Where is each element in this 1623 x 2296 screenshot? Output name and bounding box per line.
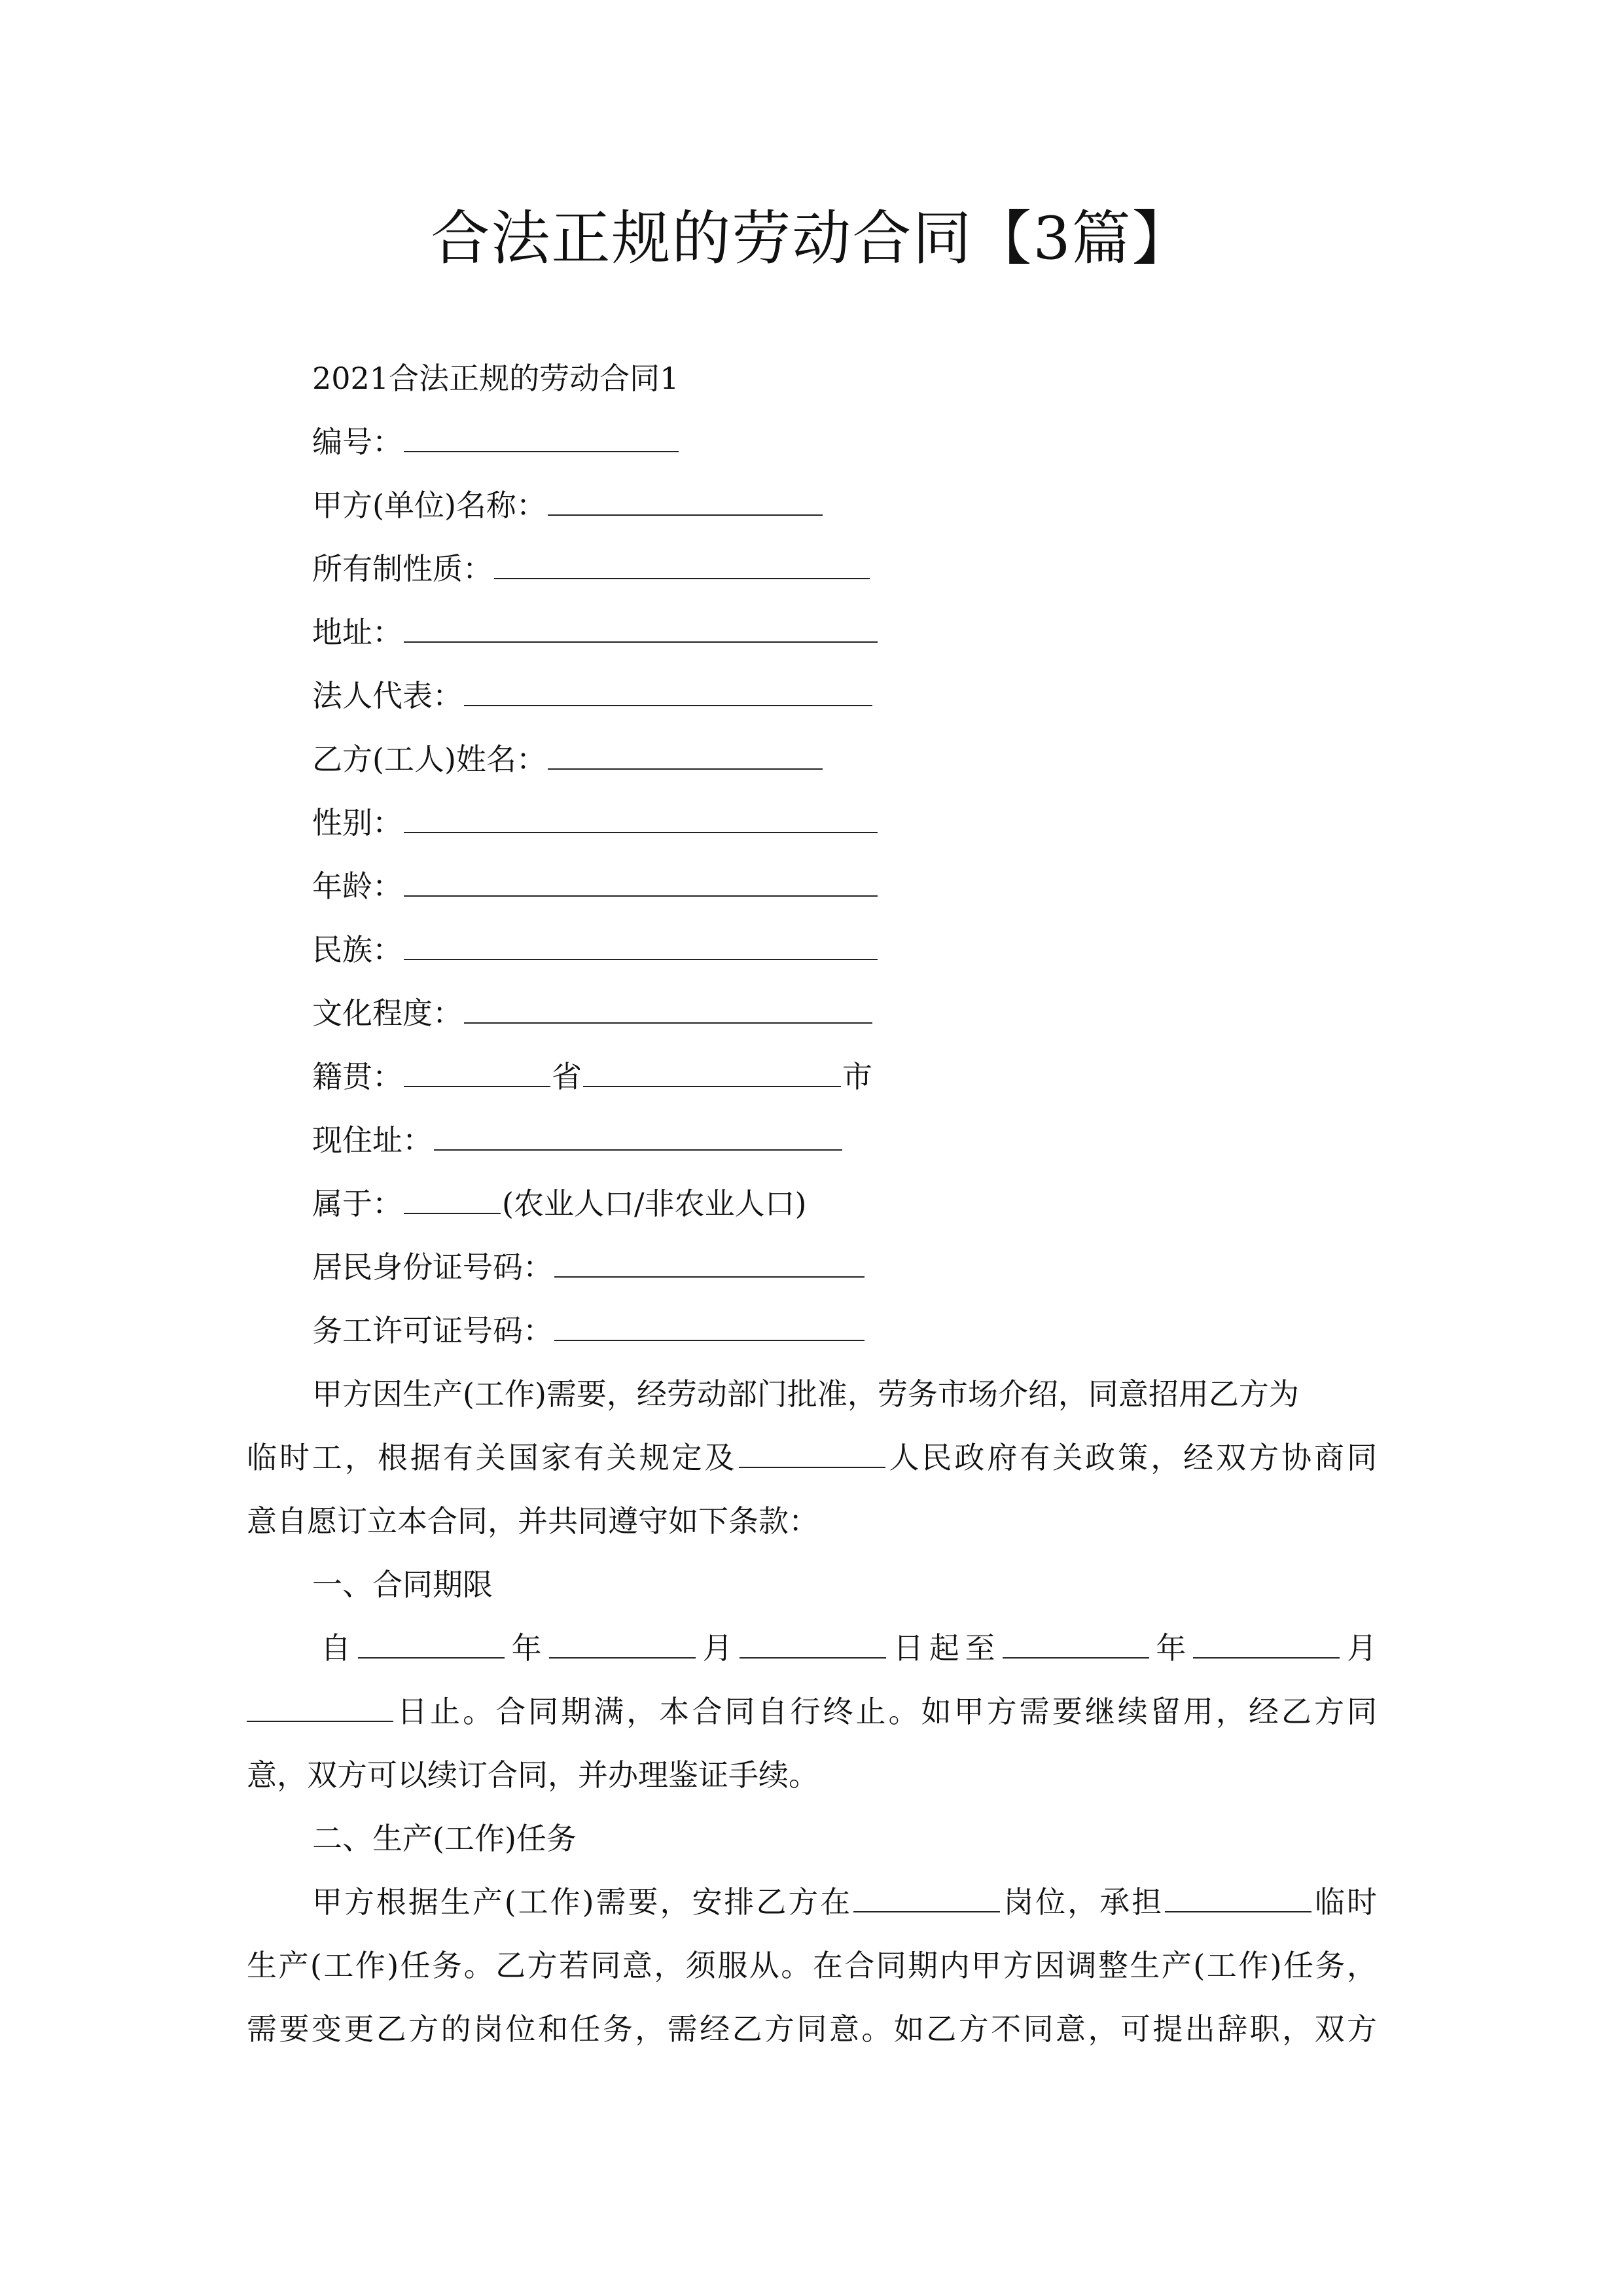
section-1-heading: 一、合同期限 [312,1567,493,1602]
field-belongs [312,1177,806,1230]
field-label: 甲方(单位)名称： [312,488,546,523]
intro-line-3: 意自愿订立本合同，并共同遵守如下条款： [247,1503,819,1539]
province-label: 省 [552,1059,582,1094]
field-label: 法人代表： [312,678,463,713]
fill-blank [434,1117,842,1151]
field-ethnicity [312,924,879,976]
document-title: 合法正规的劳动合同【3篇】 [431,204,1192,273]
field-label: 乙方(工人)姓名： [312,742,546,777]
term-text: 年 [505,1630,548,1666]
fill-blank [404,863,878,897]
field-legal-rep [312,670,874,722]
field-id-number [312,1241,866,1293]
fill-blank [404,1180,501,1214]
fill-blank [739,1434,885,1468]
fill-blank [464,672,872,706]
field-gender [312,797,879,849]
field-address [312,606,879,658]
field-label: 籍贯： [312,1059,402,1094]
field-label: 编号： [312,424,402,459]
term-text: 月 [1341,1630,1378,1666]
term-text: 月 [696,1630,739,1666]
intro-text: 临时工，根据有关国家有关规定及 [247,1440,738,1475]
section-2-line-1 [312,1876,1377,1928]
fill-blank [554,1244,865,1278]
task-text: 岗位，承担 [1001,1884,1164,1920]
section-1-line-2 [247,1685,1377,1738]
field-age [312,860,879,912]
section-1-line-1 [321,1622,1377,1674]
field-label: 文化程度： [312,996,463,1031]
term-text: 年 [1150,1630,1192,1666]
intro-text: 人民政府有关政策，经双方协商同 [886,1440,1378,1475]
field-ownership [312,543,871,595]
fill-blank [554,1307,865,1341]
term-text: 日止。合同期满，本合同自行终止。如甲方需要继续留用，经乙方同 [395,1694,1377,1729]
fill-blank [404,609,878,643]
contract-subtitle: 2021合法正规的劳动合同1 [312,361,679,396]
term-text: 日起至 [887,1630,1001,1666]
field-label: 地址： [312,615,402,650]
field-number [312,416,680,468]
field-label: 务工许可证号码： [312,1313,553,1348]
term-text: 自 [321,1630,357,1666]
section-1-line-3: 意，双方可以续订合同，并办理鉴证手续。 [247,1757,819,1793]
fill-blank [404,926,878,960]
field-label: 年龄： [312,869,402,904]
field-party-b-name [312,733,824,785]
task-text: 临时 [1313,1884,1377,1920]
fill-blank [1165,1878,1311,1912]
fill-blank [404,799,878,833]
city-label: 市 [842,1059,872,1094]
intro-line-1: 甲方因生产(工作)需要，经劳动部门批准，劳务市场介绍，同意招用乙方为 [312,1376,1299,1412]
fill-blank [404,1053,550,1087]
fill-blank [247,1688,393,1722]
field-label: 性别： [312,805,402,840]
field-label: 所有制性质： [312,551,493,586]
field-current-address [312,1114,844,1166]
fill-blank [548,482,823,516]
fill-blank [549,1624,696,1659]
fill-blank [358,1624,505,1659]
field-label: 居民身份证号码： [312,1249,553,1285]
population-type-options: (农业人口/非农业人口) [502,1186,807,1221]
fill-blank [853,1878,1000,1912]
section-2-heading: 二、生产(工作)任务 [312,1821,577,1856]
fill-blank [494,545,870,579]
fill-blank [740,1624,886,1659]
fill-blank [1193,1624,1340,1659]
field-party-a-name [312,479,824,531]
field-label: 现住址： [312,1122,433,1158]
fill-blank [583,1053,841,1087]
fill-blank [548,736,823,770]
field-label: 属于： [312,1186,402,1221]
fill-blank [404,418,679,452]
intro-line-2 [247,1431,1377,1484]
field-work-permit [312,1304,866,1357]
fill-blank [1003,1624,1149,1659]
field-origin [312,1050,872,1103]
field-education [312,987,874,1039]
task-text: 甲方根据生产(工作)需要，安排乙方在 [312,1884,853,1920]
section-2-line-3: 需要变更乙方的岗位和任务，需经乙方同意。如乙方不同意，可提出辞职，双方 [247,2011,1377,2047]
fill-blank [464,990,872,1024]
section-2-line-2: 生产(工作)任务。乙方若同意，须服从。在合同期内甲方因调整生产(工作)任务， [247,1948,1377,1983]
field-label: 民族： [312,932,402,967]
